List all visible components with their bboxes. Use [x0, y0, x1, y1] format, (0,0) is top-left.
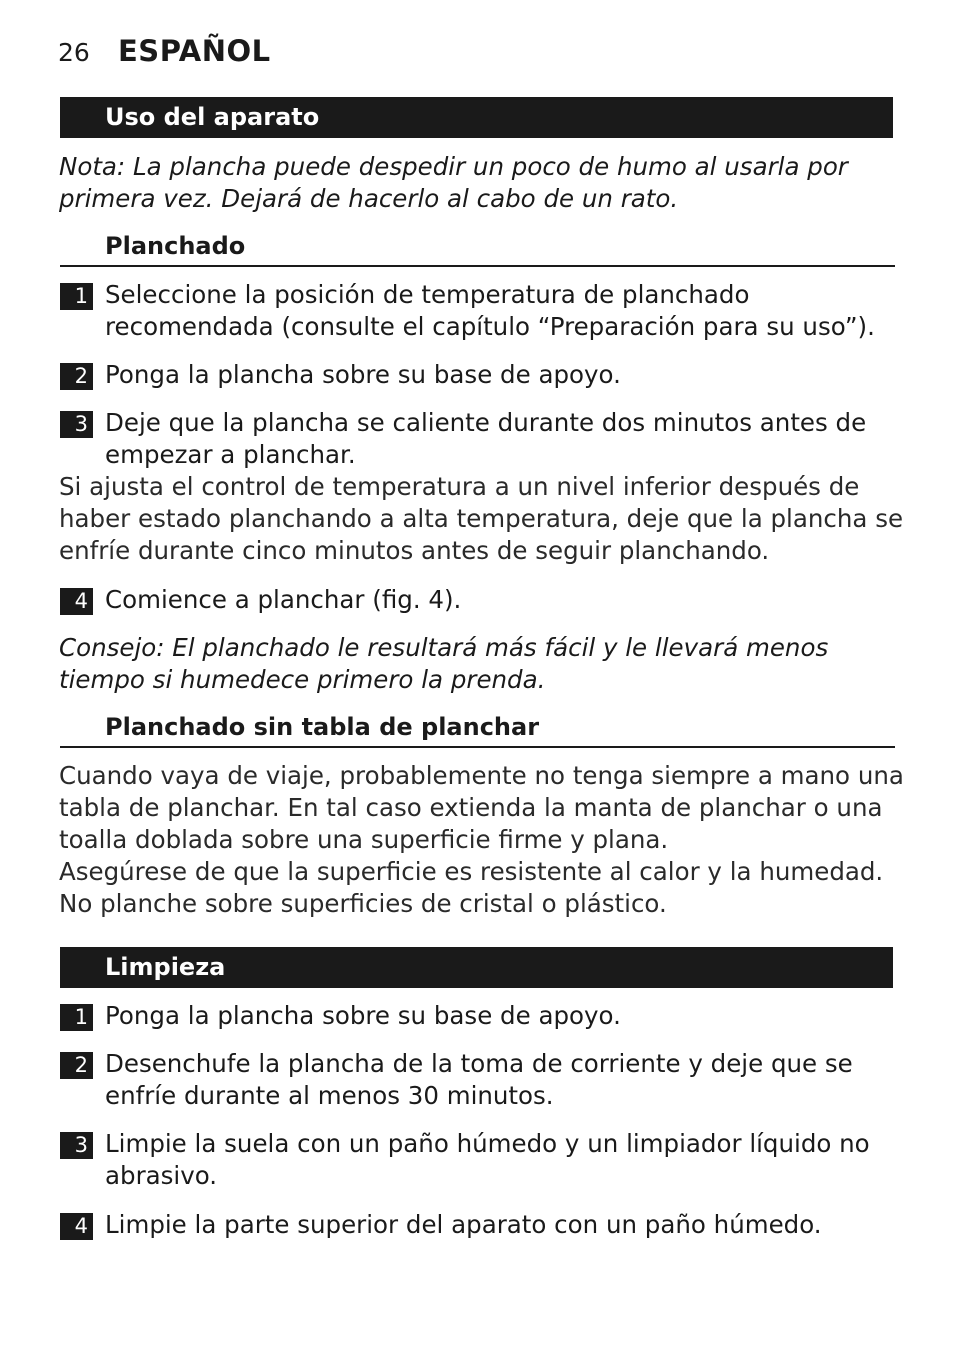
step-number: 2	[60, 1052, 93, 1079]
section-heading-uso: Uso del aparato	[60, 97, 893, 138]
step-text: Desenchufe la plancha de la toma de corriente y deje que se enfríe durante al menos 30 minutos.	[105, 1049, 853, 1110]
step-text: Limpie la suela con un paño húmedo y un limpiador líquido no abrasivo.	[105, 1129, 870, 1190]
step-text: Ponga la plancha sobre su base de apoyo.	[105, 1001, 621, 1030]
step-text: Comience a planchar (fig. 4).	[105, 585, 462, 614]
subheading-sin-tabla: Planchado sin tabla de planchar	[60, 712, 895, 748]
step-number: 3	[60, 411, 93, 438]
note-paragraph: Nota: La plancha puede despedir un poco de humo al usarla por primera vez. Dejará de hacerlo al cabo de un rato.	[59, 152, 848, 213]
step-text: Limpie la parte superior del aparato con un paño húmedo.	[105, 1210, 822, 1239]
step-text: Seleccione la posición de temperatura de planchado recomendada (consulte el capítulo “Preparación para su uso”).	[105, 280, 875, 341]
tip-paragraph: Consejo: El planchado le resultará más fácil y le llevará menos tiempo si humedece primero la prenda.	[59, 633, 829, 694]
step-number: 4	[60, 1213, 93, 1240]
step-number: 3	[60, 1132, 93, 1159]
step-number: 1	[60, 283, 93, 310]
section-heading-limpieza: Limpieza	[60, 947, 893, 988]
page-number: 26	[58, 38, 90, 67]
step-text: Deje que la plancha se caliente durante dos minutos antes de empezar a planchar.	[105, 408, 867, 469]
body-paragraph: Cuando vaya de viaje, probablemente no tenga siempre a mano una tabla de planchar. En tal caso extienda la manta de planchar o una toalla doblada sobre una superficie firme y plana.	[59, 761, 904, 854]
step-number: 1	[60, 1004, 93, 1031]
step-number: 4	[60, 588, 93, 615]
step-number: 2	[60, 363, 93, 390]
body-paragraph: Si ajusta el control de temperatura a un nivel inferior después de haber estado planchando a alta temperatura, deje que la plancha se enfríe durante cinco minutos antes de seguir planchando.	[59, 472, 904, 565]
body-paragraph: Asegúrese de que la superficie es resistente al calor y la humedad. No planche sobre superficies de cristal o plástico.	[59, 857, 884, 918]
language-title: ESPAÑOL	[118, 34, 271, 68]
subheading-planchado: Planchado	[60, 231, 895, 267]
step-text: Ponga la plancha sobre su base de apoyo.	[105, 360, 621, 389]
